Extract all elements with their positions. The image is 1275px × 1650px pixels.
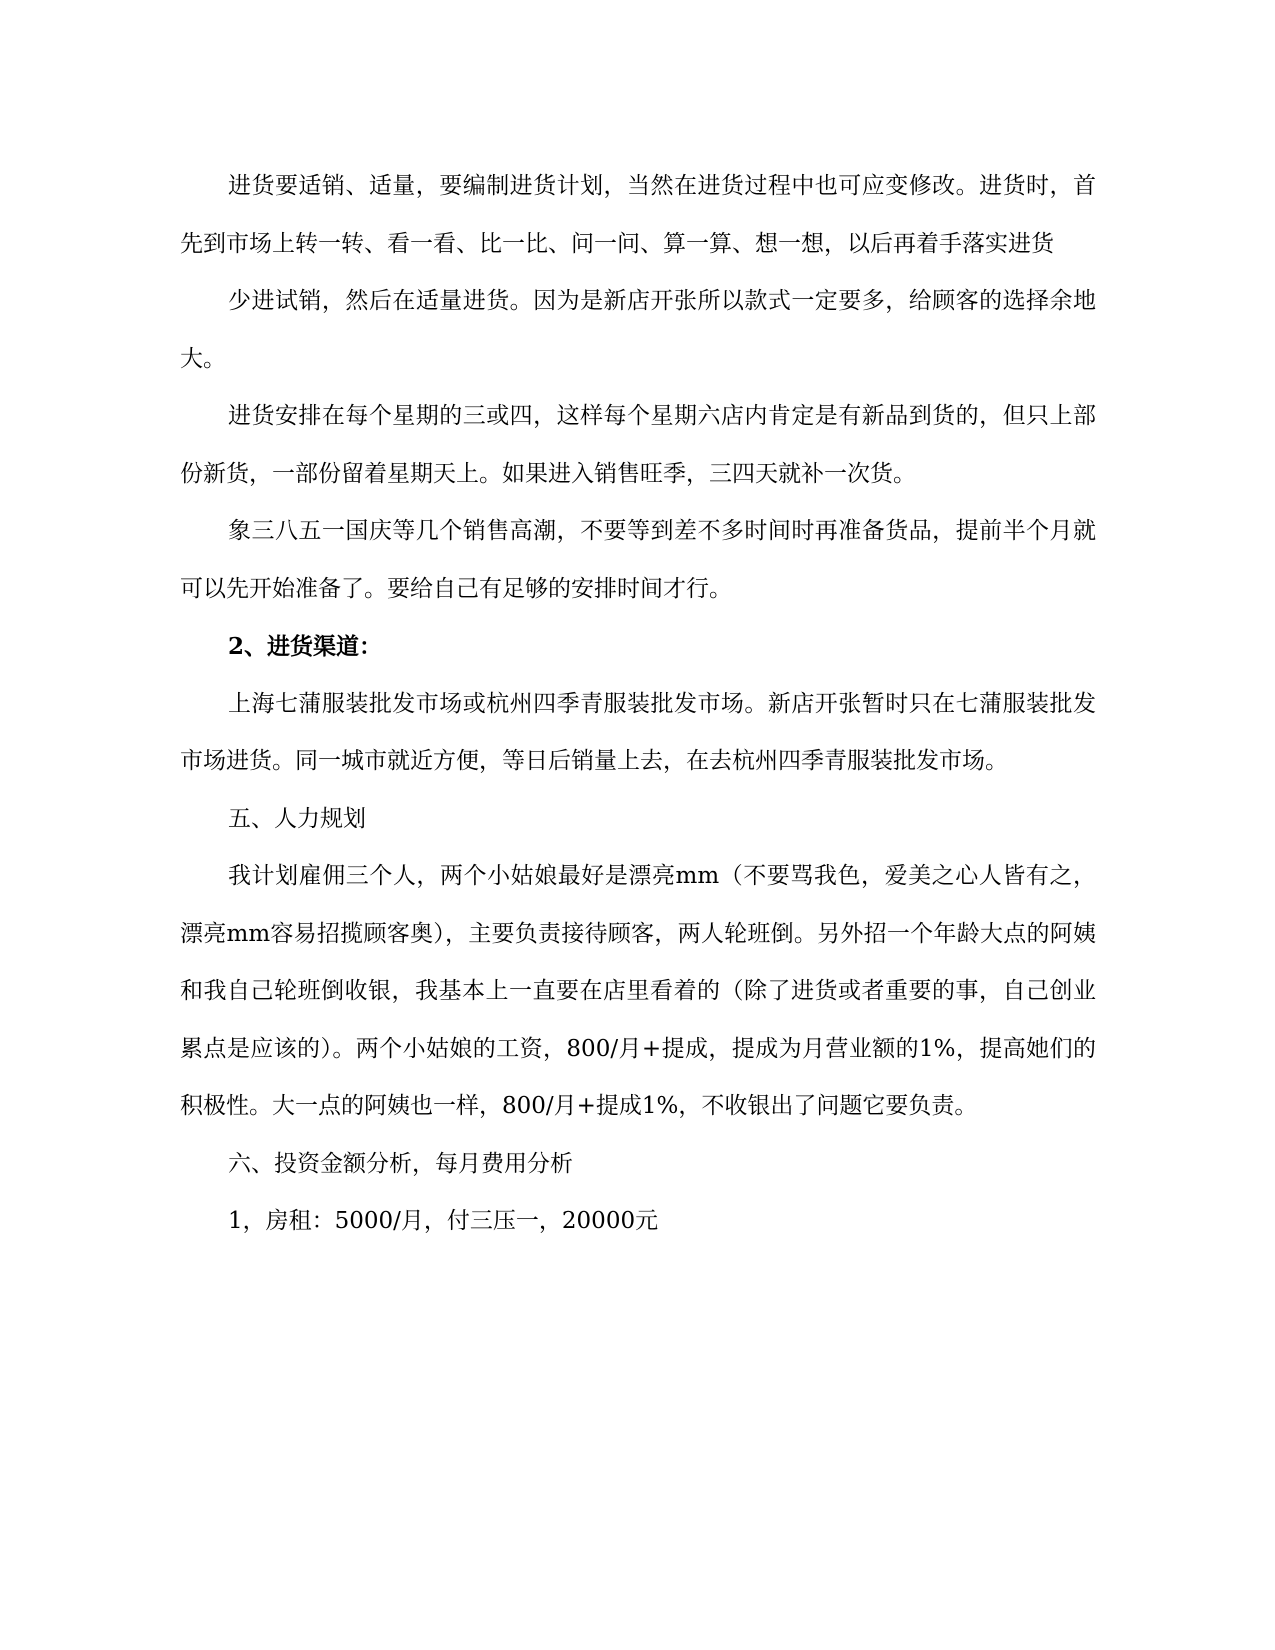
document-body <box>180 158 1096 1251</box>
paragraph-staff-details: 我计划雇佣三个人，两个小姑娘最好是漂亮mm（不要骂我色，爱美之心人皆有之，漂亮mm容易招揽顾客奥），主要负责接待顾客，两人轮班倒。另外招一个年龄大点的阿姨和我自己轮班倒收银，我基本上一直要在店里看着的（除了进货或者重要的事，自己创业累点是应该的）。两个小姑娘的工资，800/月+提成，提成为月营业额的1%，提高她们的积极性。大一点的阿姨也一样，800/月+提成1%，不收银出了问题它要负责。 <box>180 863 1096 1119</box>
paragraph-restock-schedule: 进货安排在每个星期的三或四，这样每个星期六店内肯定是有新品到货的，但只上部份新货，一部份留着星期天上。如果进入销售旺季，三四天就补一次货。 <box>180 403 1096 487</box>
paragraph-trial-sales: 少进试销，然后在适量进货。因为是新店开张所以款式一定要多，给顾客的选择余地大。 <box>180 288 1096 372</box>
paragraph-purchase-plan: 进货要适销、适量，要编制进货计划，当然在进货过程中也可应变修改。进货时，首先到市场上转一转、看一看、比一比、问一问、算一算、想一想，以后再着手落实进货 <box>180 173 1096 257</box>
paragraph-rent-cost: 1，房租：5000/月，付三压一，20000元 <box>228 1208 659 1234</box>
heading-investment-analysis: 六、投资金额分析，每月费用分析 <box>228 1150 573 1177</box>
heading-staffing-plan: 五、人力规划 <box>228 805 366 832</box>
paragraph-holiday-preparation: 象三八五一国庆等几个销售高潮，不要等到差不多时间时再准备货品，提前半个月就可以先开始准备了。要给自己有足够的安排时间才行。 <box>180 518 1096 602</box>
heading-purchase-channels: 2、进货渠道： <box>228 633 383 660</box>
paragraph-wholesale-markets: 上海七蒲服装批发市场或杭州四季青服装批发市场。新店开张暂时只在七蒲服装批发市场进货。同一城市就近方便，等日后销量上去，在去杭州四季青服装批发市场。 <box>180 690 1096 774</box>
